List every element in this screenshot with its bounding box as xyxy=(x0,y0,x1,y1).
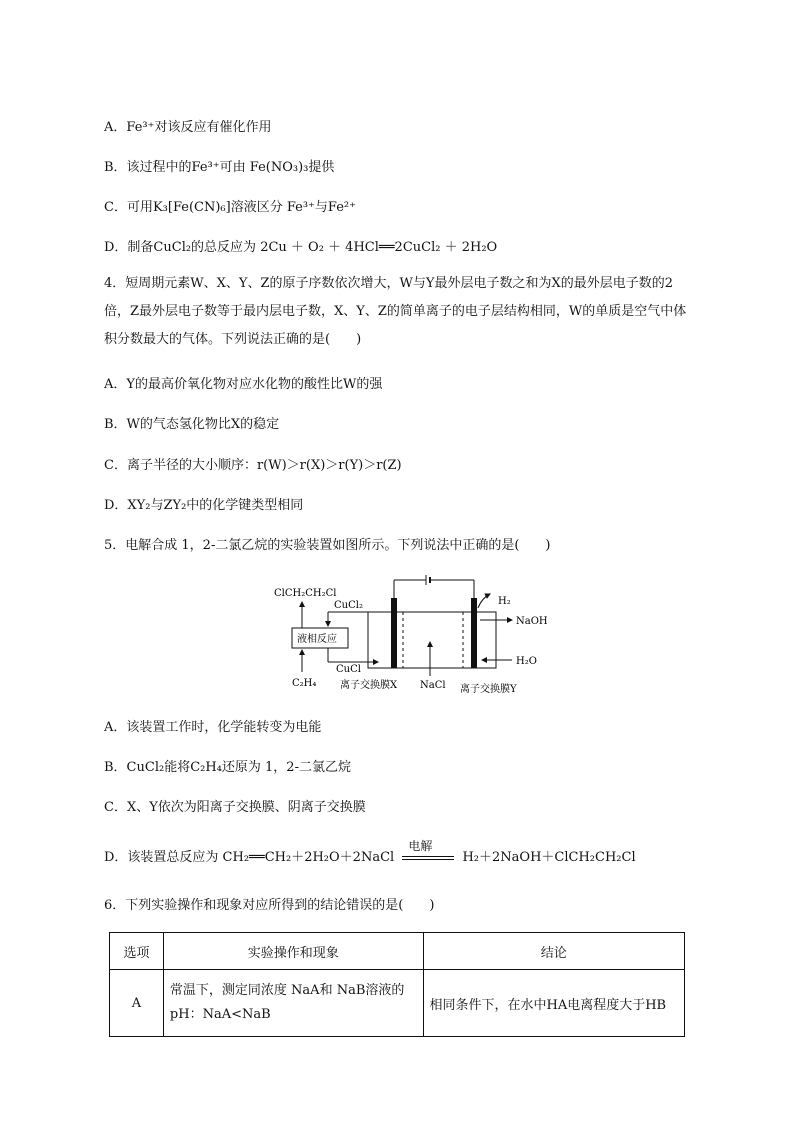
q6-stem: 6．下列实验操作和现象对应所得到的结论错误的是( ) xyxy=(104,898,435,913)
q5-option-a: A．该装置工作时，化学能转变为电能 xyxy=(104,720,322,735)
label-membrane-y: 离子交换膜Y xyxy=(460,684,517,695)
reaction-condition xyxy=(402,838,454,865)
cell-option: A xyxy=(110,970,164,1037)
q5-option-d-prefix: D．该装置总反应为 CH₂══CH₂＋2H₂O＋2NaCl xyxy=(104,850,395,865)
q4-option-d: D．XY₂与ZY₂中的化学键类型相同 xyxy=(104,498,304,513)
anode-electrode xyxy=(391,598,397,668)
header-operation: 实验操作和现象 xyxy=(163,933,423,970)
q3-option-a: A．Fe³⁺对该反应有催化作用 xyxy=(104,120,272,135)
q4-option-b: B．W的气态氢化物比X的稳定 xyxy=(104,417,280,432)
q5-stem: 5．电解合成 1，2-二氯乙烷的实验装置如图所示。下列说法中正确的是( ) xyxy=(104,538,551,553)
label-reactor: 液相反应 xyxy=(297,634,337,645)
q6-table xyxy=(109,932,685,1037)
header-option: 选项 xyxy=(110,933,164,970)
label-c2h4: C₂H₄ xyxy=(292,678,317,689)
q4-stem: 4．短周期元素W、X、Y、Z的原子序数依次增大，W与Y最外层电子数之和为X的最外层电子数的2倍，Z最外层电子数等于最内层电子数，X、Y、Z的简单离子的电子层结构相同，W的单质是空气中体积分数最大的气体。下列说法正确的是( ) xyxy=(104,276,687,347)
label-h2o: H₂O xyxy=(516,656,537,667)
cell-conclusion: 相同条件下，在水中HA电离程度大于HB xyxy=(423,970,685,1037)
q5-option-d xyxy=(104,838,636,865)
q5-option-c: C．X、Y依次为阳离子交换膜、阴离子交换膜 xyxy=(104,800,366,815)
condition-label: 电解 xyxy=(408,838,433,853)
cell-operation: 常温下，测定同浓度 NaA和 NaB溶液的pH：NaA<NaB xyxy=(163,970,423,1037)
label-product: ClCH₂CH₂Cl xyxy=(274,588,337,599)
q4-option-a: A．Y的最高价氧化物对应水化物的酸性比W的强 xyxy=(104,377,383,392)
header-conclusion: 结论 xyxy=(423,933,685,970)
q4-option-c: C．离子半径的大小顺序：r(W)＞r(X)＞r(Y)＞r(Z) xyxy=(104,458,402,473)
q5-option-d-suffix: H₂＋2NaOH＋ClCH₂CH₂Cl xyxy=(462,850,636,865)
label-cucl: CuCl xyxy=(336,664,361,675)
label-cucl2: CuCl₂ xyxy=(334,600,363,611)
q3-option-d: D．制备CuCl₂的总反应为 2Cu ＋ O₂ ＋ 4HCl══2CuCl₂ ＋ 2H₂O xyxy=(104,240,498,255)
label-naoh: NaOH xyxy=(516,616,548,627)
q3-option-b: B．该过程中的Fe³⁺可由 Fe(NO₃)₃提供 xyxy=(104,160,335,175)
label-membrane-x: 离子交换膜X xyxy=(340,680,398,691)
cathode-electrode xyxy=(471,598,477,668)
q3-option-c: C．可用K₃[Fe(CN)₆]溶液区分 Fe³⁺与Fe²⁺ xyxy=(104,200,356,215)
electrolysis-diagram xyxy=(268,572,558,698)
label-nacl: NaCl xyxy=(420,680,446,691)
table-row xyxy=(110,970,685,1037)
table-header-row xyxy=(110,933,685,970)
q5-option-b: B．CuCl₂能将C₂H₄还原为 1，2-二氯乙烷 xyxy=(104,760,351,775)
label-h2: H₂ xyxy=(498,596,511,607)
